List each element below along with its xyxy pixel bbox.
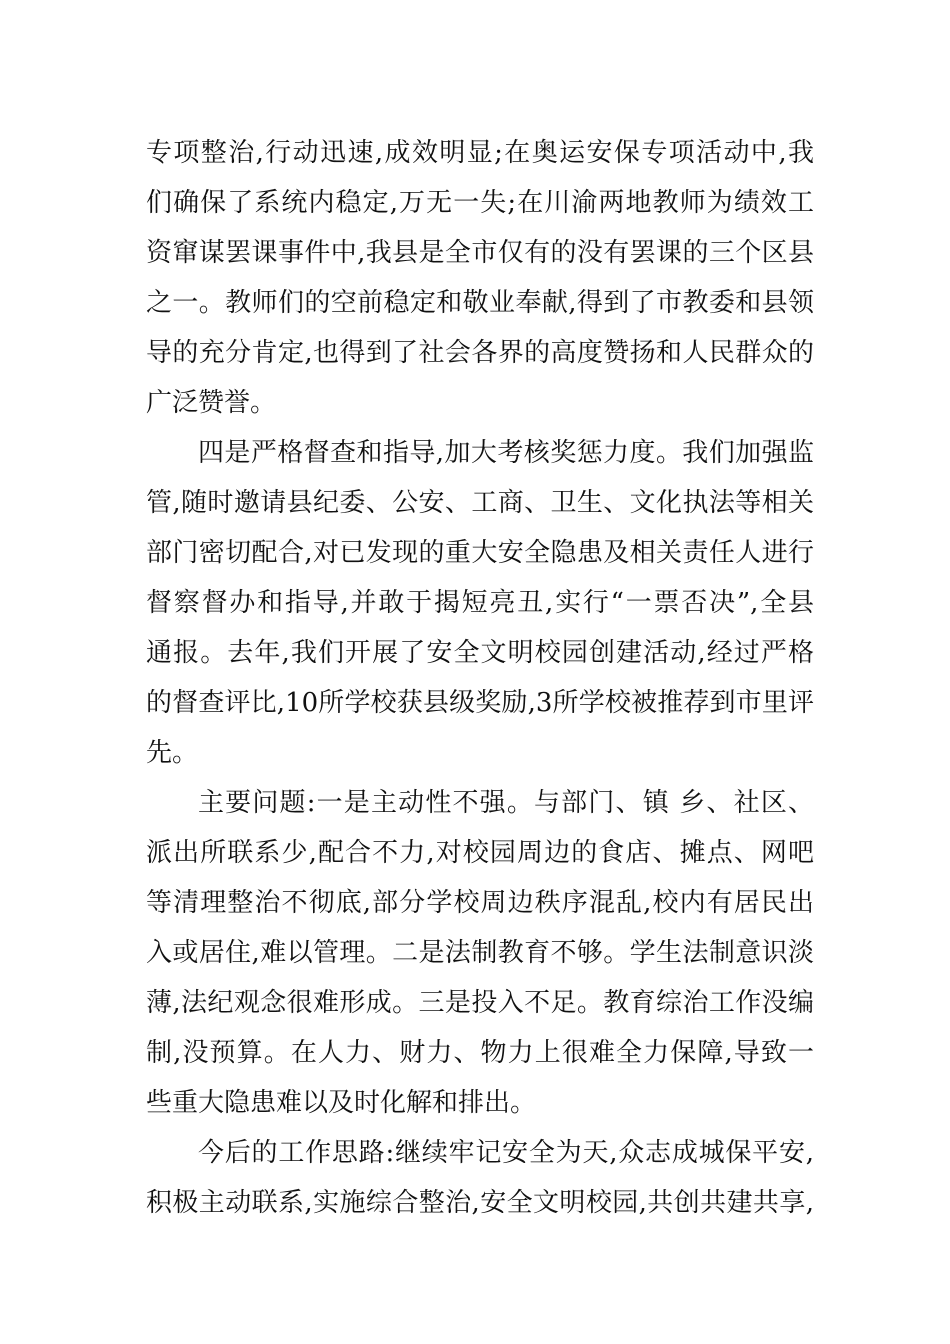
text-line: 资窜谋罢课事件中,我县是全市仅有的没有罢课的三个区县: [146, 238, 814, 268]
text-line: 制,没预算。在人力、财力、物力上很难全力保障,导致一: [146, 1038, 814, 1068]
text-line: 薄,法纪观念很难形成。三是投入不足。教育综治工作没编: [146, 988, 814, 1018]
text-line: 之一。教师们的空前稳定和敬业奉献,得到了市教委和县领: [146, 288, 814, 318]
text-line: 督察督办和指导,并敢于揭短亮丑,实行“一票否决”,全县: [146, 588, 814, 618]
text-line: 管,随时邀请县纪委、公安、工商、卫生、文化执法等相关: [146, 488, 814, 518]
text-line: 的督查评比,10所学校获县级奖励,3所学校被推荐到市里评: [146, 688, 814, 718]
text-line: 部门密切配合,对已发现的重大安全隐患及相关责任人进行: [146, 538, 814, 568]
text-line: 积极主动联系,实施综合整治,安全文明校园,共创共建共享,: [146, 1188, 814, 1218]
body-text: [146, 128, 814, 1228]
text-line: 派出所联系少,配合不力,对校园周边的食店、摊点、网吧: [146, 838, 814, 868]
text-line: 四是严格督查和指导,加大考核奖惩力度。我们加强监: [198, 438, 814, 468]
text-line: 专项整治,行动迅速,成效明显;在奥运安保专项活动中,我: [146, 138, 814, 168]
text-line: 通报。去年,我们开展了安全文明校园创建活动,经过严格: [146, 638, 814, 668]
text-line: 先。: [146, 738, 199, 768]
text-line: 导的充分肯定,也得到了社会各界的高度赞扬和人民群众的: [146, 338, 814, 368]
text-line: 广泛赞誉。: [146, 388, 277, 418]
text-line: 今后的工作思路:继续牢记安全为天,众志成城保平安,: [198, 1138, 814, 1168]
text-line: 等清理整治不彻底,部分学校周边秩序混乱,校内有居民出: [146, 888, 814, 918]
text-line: 些重大隐患难以及时化解和排出。: [146, 1088, 537, 1118]
text-line: 入或居住,难以管理。二是法制教育不够。学生法制意识淡: [146, 938, 814, 968]
text-line: 们确保了系统内稳定,万无一失;在川渝两地教师为绩效工: [146, 188, 814, 218]
text-line: 主要问题:一是主动性不强。与部门、镇 乡、社区、: [198, 788, 814, 818]
